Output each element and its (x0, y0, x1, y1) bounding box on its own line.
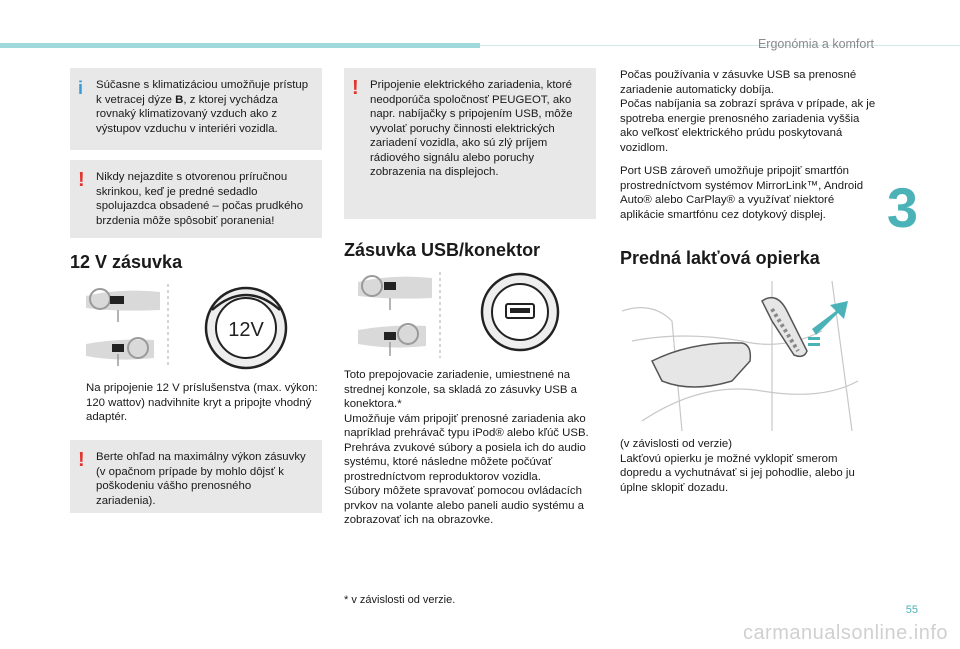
footnote: * v závislosti od verzie. (344, 594, 456, 606)
chapter-number: 3 (886, 176, 918, 239)
usb-port-icon (482, 274, 558, 350)
heading-12v-socket: 12 V zásuvka (70, 252, 183, 272)
warning-note-power (70, 440, 322, 513)
bullet-text: Na pripojenie 12 V príslušenstva (max. výkon: 120 wattov) nadvihnite kryt a pripojte vhodný adaptér. (86, 382, 318, 423)
armrest-illustration (622, 281, 862, 433)
warning-icon: ! (78, 449, 85, 471)
section-title: Ergonómia a komfort (757, 37, 874, 51)
usb-charging-text (620, 68, 876, 231)
header-accent-bar (0, 43, 480, 48)
warning-icon: ! (352, 77, 359, 99)
watermark: carmanualsonline.info (742, 622, 948, 644)
armrest-caption: (v závislosti od verzie) Lakťovú opierku je možné vyklopiť smerom dopredu a vychutnávať si jej pohodlie, alebo ju úplne sklopiť dozadu. (620, 438, 855, 494)
12v-socket-illustration (78, 282, 318, 370)
usb-socket-illustration (352, 270, 592, 360)
header-divider (480, 45, 960, 46)
arrow-icon (808, 301, 848, 346)
info-icon: i (78, 78, 84, 98)
info-note-climate (70, 68, 322, 150)
usb-body-text: Toto prepojovacie zariadenie, umiestnené na strednej konzole, sa skladá zo zásuvky USB a konektora.* Umožňuje vám pripojiť prenosné zariadenia ako napríklad prehrávač typu iPod® alebo kľúč USB. Prehráva zvukové súbory a posiela ich do audio systému, ktoré následne môžete počúvať prostredníctvom reproduktorov vozidla. Súbory môžete spravovať pomocou ovládacích prvkov na volante alebo paneli audio systému a zobrazovať ich na obrazovke. (344, 369, 589, 526)
armrest-icon (652, 298, 807, 387)
note-text: Pripojenie elektrického zariadenia, ktoré neodporúča spoločnosť PEUGEOT, ako napr. nabíjačky s pripojením USB, môže vyvolať poruchy činnosti elektrických zariadení vozidla, ako sú zlý príjem rádiového signálu alebo poruchy zobrazenia na displejoch. (370, 79, 573, 178)
note-text: Súčasne s klimatizáciou umožňuje prístup k vetracej dýze B, z ktorej vychádza rovnaký klimatizovaný vzduch ako z výstupov vzduchu v interiéri vozidla. (96, 79, 309, 135)
heading-usb-socket: Zásuvka USB/konektor (344, 240, 541, 260)
page-number: 55 (905, 604, 918, 616)
note-text: Berte ohľad na maximálny výkon zásuvky (v opačnom prípade by mohlo dôjsť k poškodeniu vášho prenosného zariadenia). (96, 451, 306, 507)
para-smartphone: Port USB zároveň umožňuje pripojiť smartfón prostredníctvom systémov MirrorLink™, Android Auto® alebo CarPlay® a využívať niektoré aplikácie smartfónu cez dotykový displej. (620, 165, 864, 221)
warning-note-usb (344, 68, 596, 219)
heading-armrest: Predná lakťová opierka (620, 248, 820, 268)
socket-label: 12V (228, 319, 264, 341)
warning-icon: ! (78, 169, 85, 191)
warning-note-glovebox (70, 160, 322, 238)
para-charging: Počas používania v zásuvke USB sa prenosné zariadenie automaticky dobíja. Počas nabíjania sa zobrazí správa v prípade, ak je spotreba energie prenosného zariadenia vyššia ako veľkosť elektrického prúdu poskytovaná vozidlom. (620, 69, 876, 154)
note-text: Nikdy nejazdite s otvorenou príručnou skrinkou, keď je predné sedadlo spolujazdca obsadené – počas prudkého brzdenia môže spôsobiť poranenia! (96, 171, 304, 227)
bullet-12v-instruction (70, 381, 325, 425)
